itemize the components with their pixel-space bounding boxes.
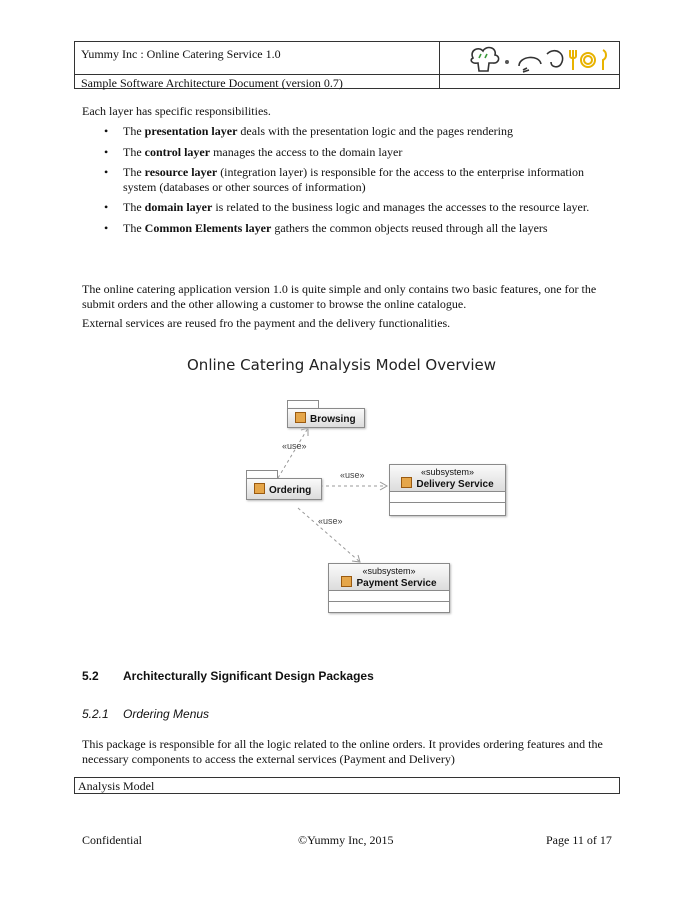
delivery-service-subsystem (389, 464, 506, 516)
bullet-domain-layer: The domain layer is related to the business logic and manages the accesses to the resource layer. (123, 200, 590, 214)
payment-service-subsystem (328, 563, 450, 613)
subsection-title: Ordering Menus (123, 707, 210, 721)
package-icon (295, 412, 306, 423)
bullet-resource-layer: The resource layer (integration layer) is responsible for the access to the enterprise information system (databases or other sources of information) (123, 165, 585, 194)
section-title: Architecturally Significant Design Packages (123, 669, 374, 683)
browsing-package (287, 408, 365, 428)
header-table (74, 41, 620, 89)
paragraph-application: The online catering application version 1.0 is quite simple and only contains two basic features, one for the submit orders and the other allowing a customer to browse the online catalogue. (82, 282, 597, 311)
subsystem-icon (401, 477, 412, 488)
diagram-title: Online Catering Analysis Model Overview (187, 356, 497, 374)
bullet-presentation-layer: The presentation layer deals with the presentation logic and the pages rendering (123, 124, 513, 138)
document-subtitle: Sample Software Architecture Document (version 0.7) (81, 76, 343, 90)
ordering-label: Ordering (269, 485, 312, 496)
stereotype-label: «subsystem» (362, 566, 416, 576)
bullet-common-elements-layer: The Common Elements layer gathers the common objects reused through all the layers (123, 221, 548, 235)
package-icon (254, 483, 265, 494)
section-number: 5.2 (82, 669, 99, 683)
bullet-mark: • (104, 165, 109, 179)
bullet-mark: • (104, 200, 109, 214)
footer-confidential: Confidential (82, 833, 142, 847)
ordering-package (246, 478, 322, 500)
use-label-payment: «use» (318, 516, 343, 526)
catering-logo (467, 44, 617, 74)
subsection-number: 5.2.1 (82, 707, 109, 721)
document-title: Yummy Inc : Online Catering Service 1.0 (81, 47, 281, 61)
bullet-mark: • (104, 221, 109, 235)
intro-text: Each layer has specific responsibilities. (82, 104, 271, 118)
footer-copyright: ©Yummy Inc, 2015 (298, 833, 394, 847)
use-label-delivery: «use» (340, 470, 365, 480)
stereotype-label: «subsystem» (420, 467, 475, 477)
analysis-model-table (74, 777, 620, 794)
bullet-mark: • (104, 145, 109, 159)
footer-page-number: Page 11 of 17 (546, 833, 612, 847)
subsystem-icon (341, 576, 352, 587)
bullet-control-layer: The control layer manages the access to the domain layer (123, 145, 403, 159)
browsing-label: Browsing (310, 414, 356, 425)
use-label-browsing: «use» (282, 441, 307, 451)
paragraph-ordering-menus: This package is responsible for all the logic related to the online orders. It provides ordering features and the necessary components to access the external services (Payment and Delivery) (82, 737, 603, 766)
delivery-service-label: Delivery Service (416, 479, 494, 490)
paragraph-external-services: External services are reused fro the payment and the delivery functionalities. (82, 316, 451, 330)
bullet-mark: • (104, 124, 109, 138)
analysis-model-diagram (180, 350, 510, 620)
payment-service-label: Payment Service (356, 578, 437, 589)
analysis-model-label: Analysis Model (78, 779, 155, 793)
